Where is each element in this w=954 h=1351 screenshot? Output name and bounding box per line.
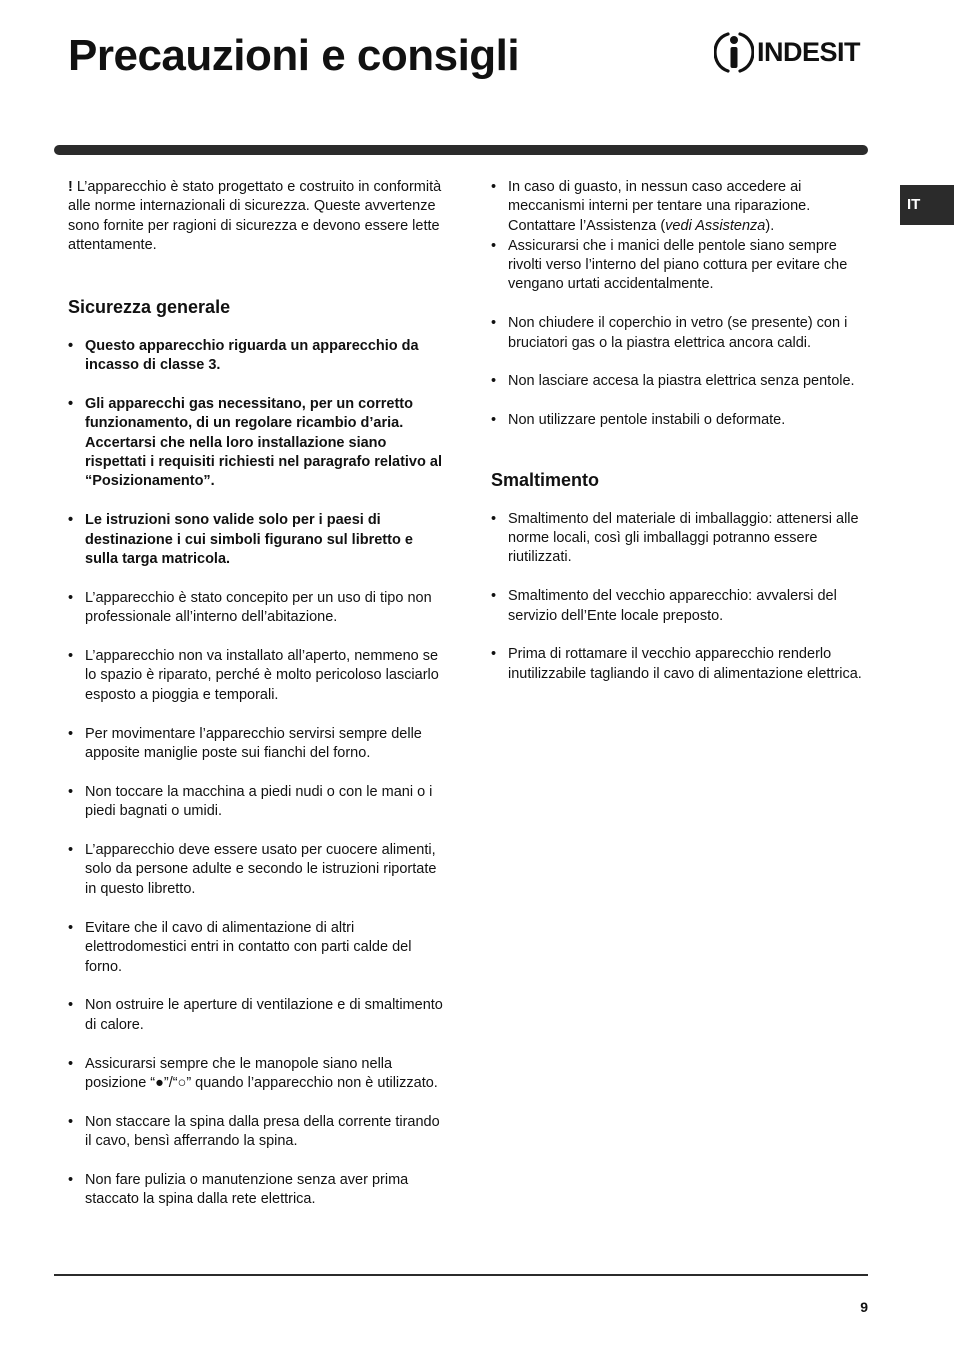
right-column bbox=[491, 178, 871, 704]
list-item-text: Non staccare la spina dalla presa della corrente tirando il cavo, bensì afferrando la spina. bbox=[85, 1113, 440, 1150]
list-item bbox=[68, 1113, 446, 1152]
list-item bbox=[491, 510, 871, 568]
brand-logo bbox=[714, 30, 860, 74]
list-item bbox=[68, 337, 446, 376]
warning-mark: ! bbox=[68, 179, 73, 195]
list-item bbox=[491, 411, 871, 430]
bullet-icon: • bbox=[491, 646, 497, 663]
list-item bbox=[68, 395, 446, 492]
bullet-icon: • bbox=[68, 1055, 74, 1072]
precautions-list-continued bbox=[491, 237, 871, 431]
list-item-text: Non chiudere il coperchio in vetro (se presente) con i bruciatori gas o la piastra elettrica ancora caldi. bbox=[508, 315, 848, 351]
assistance-reference: vedi Assistenza bbox=[665, 217, 766, 234]
list-item-text: L’apparecchio non va installato all’aperto, nemmeno se lo spazio è riparato, perché è molto pericoloso lasciarlo esposto a pioggia e temporali. bbox=[85, 648, 439, 703]
section-heading-sicurezza: Sicurezza generale bbox=[68, 296, 231, 317]
list-item-text: Non ostruire le aperture di ventilazione e di smaltimento di calore. bbox=[85, 997, 443, 1033]
intro-text: L’apparecchio è stato progettato e costruito in conformità alle norme internazionali di sicurezza. Queste avvertenze sono fornite per ragioni di sicurezza e devono essere lette attentamente. bbox=[68, 179, 442, 254]
list-item-text: Evitare che il cavo di alimentazione di altri elettrodomestici entri in contatto con parti calde del forno. bbox=[85, 919, 412, 975]
bullet-icon: • bbox=[68, 725, 74, 742]
bullet-icon: • bbox=[491, 315, 497, 332]
list-item bbox=[491, 237, 871, 295]
left-column bbox=[68, 178, 446, 1229]
bullet-icon: • bbox=[68, 919, 74, 936]
bullet-icon: • bbox=[68, 1113, 74, 1130]
list-item bbox=[491, 587, 871, 626]
sicurezza-list bbox=[68, 337, 446, 1210]
list-item-text: L’apparecchio è stato concepito per un uso di tipo non professionale all’interno dell’abitazione. bbox=[85, 589, 432, 626]
list-item-text: Questo apparecchio riguarda un apparecchio da incasso di classe 3. bbox=[85, 337, 419, 374]
bullet-icon: • bbox=[68, 589, 74, 606]
list-item bbox=[68, 725, 446, 764]
bullet-icon: • bbox=[68, 783, 74, 800]
bullet-icon: • bbox=[491, 237, 497, 254]
list-item-text: Per movimentare l’apparecchio servirsi sempre delle apposite maniglie poste sui fianchi del forno. bbox=[85, 725, 422, 762]
list-item bbox=[68, 511, 446, 569]
list-item bbox=[491, 314, 871, 353]
list-item-text: Smaltimento del vecchio apparecchio: avvalersi del servizio dell’Ente locale preposto. bbox=[508, 588, 837, 624]
list-item-text: Assicurarsi che i manici delle pentole siano sempre rivolti verso l’interno del piano cottura per evitare che vengano urtati accidentalmente. bbox=[508, 237, 848, 293]
footer-divider bbox=[54, 1274, 868, 1276]
list-item-text: Smaltimento del materiale di imballaggio: attenersi alle norme locali, così gli imballaggi potranno essere riutilizzati. bbox=[508, 510, 859, 566]
list-item bbox=[68, 589, 446, 628]
list-item bbox=[491, 645, 871, 684]
list-item bbox=[68, 1171, 446, 1210]
list-item-text: Le istruzioni sono valide solo per i paesi di destinazione i cui simboli figurano sul libretto e sulla targa matricola. bbox=[85, 512, 413, 568]
list-item-text: Assicurarsi sempre che le manopole siano nella posizione “●”/“○” quando l’apparecchio non è utilizzato. bbox=[85, 1055, 438, 1091]
list-item bbox=[68, 647, 446, 705]
list-item-text: L’apparecchio deve essere usato per cuocere alimenti, solo da persone adulte e secondo le istruzioni riportate in questo libretto. bbox=[85, 842, 437, 897]
section-heading-smaltimento: Smaltimento bbox=[491, 469, 600, 490]
list-item bbox=[68, 996, 446, 1035]
list-item bbox=[68, 783, 446, 822]
page-number: 9 bbox=[860, 1299, 868, 1315]
brand-name: INDESIT bbox=[757, 37, 861, 67]
bullet-icon: • bbox=[68, 512, 74, 529]
bullet-icon: • bbox=[68, 337, 74, 354]
list-item-text: Prima di rottamare il vecchio apparecchio renderlo inutilizzabile tagliando il cavo di alimentazione elettrica. bbox=[508, 646, 862, 682]
list-item-text: Non lasciare accesa la piastra elettrica senza pentole. bbox=[508, 373, 855, 390]
header-divider bbox=[54, 145, 868, 155]
list-item: • In caso di guasto, in nessun caso accedere ai meccanismi interni per tentare una riparazione. Contattare l’Assistenza (vedi Assistenza). bbox=[491, 179, 811, 234]
bullet-icon: • bbox=[68, 997, 74, 1014]
language-tab: IT bbox=[900, 185, 954, 225]
bullet-icon: • bbox=[68, 395, 74, 412]
list-item bbox=[68, 841, 446, 899]
list-item-text: Non toccare la macchina a piedi nudi o con le mani o i piedi bagnati o umidi. bbox=[85, 783, 433, 820]
bullet-icon: • bbox=[491, 412, 497, 429]
bullet-icon: • bbox=[68, 1171, 74, 1188]
list-item bbox=[68, 1055, 446, 1094]
list-item bbox=[68, 919, 446, 977]
intro-paragraph bbox=[68, 178, 446, 256]
bullet-icon: • bbox=[491, 510, 497, 527]
bullet-icon: • bbox=[491, 373, 497, 390]
list-item-text: Gli apparecchi gas necessitano, per un corretto funzionamento, di un regolare ricambio d’aria. Accertarsi che nella loro installazione siano rispettati i requisiti richiesti nel paragrafo relativo al “Posizionamento”. bbox=[85, 395, 442, 490]
bullet-icon: • bbox=[68, 648, 74, 665]
bullet-icon: • bbox=[491, 588, 497, 605]
smaltimento-list bbox=[491, 510, 871, 685]
list-item-text: Non fare pulizia o manutenzione senza aver prima staccato la spina dalla rete elettrica. bbox=[85, 1171, 409, 1208]
bullet-icon: • bbox=[68, 842, 74, 859]
precautions-list bbox=[491, 178, 871, 236]
list-item bbox=[491, 372, 871, 391]
page-title: Precauzioni e consigli bbox=[68, 31, 520, 80]
list-item-text: Non utilizzare pentole instabili o deformate. bbox=[508, 412, 786, 429]
indesit-i-logo-icon bbox=[714, 30, 754, 74]
